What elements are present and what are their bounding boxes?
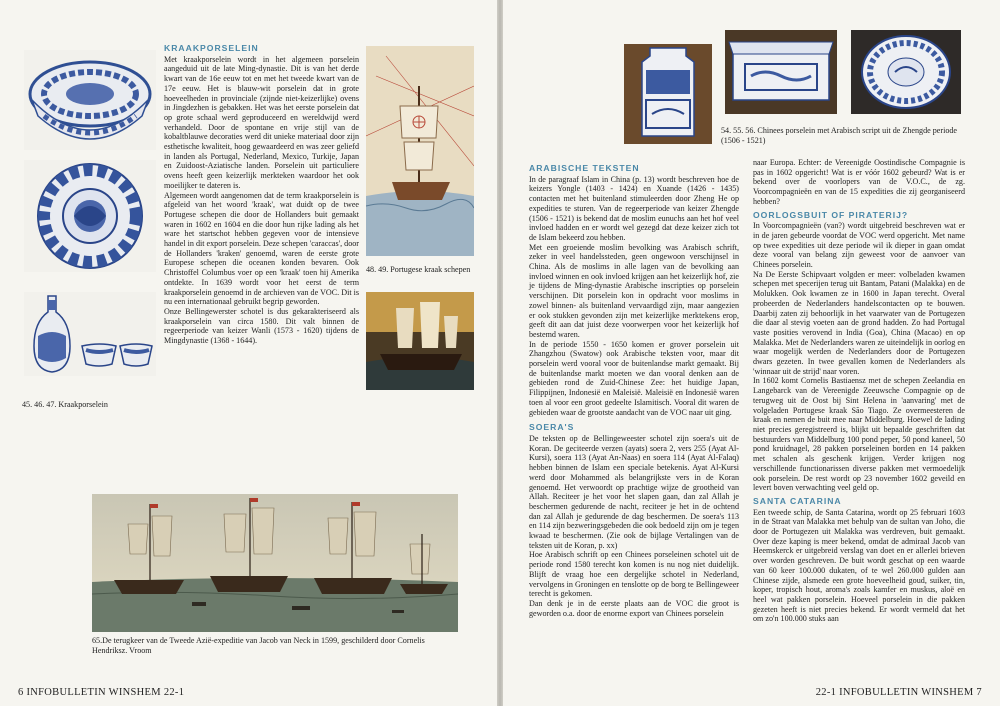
caption-porcelain: 45. 46. 47. Kraakporselein (22, 400, 108, 409)
kraak-bowl-image (24, 50, 156, 150)
right-column-1 (529, 164, 739, 618)
kraak-paragraph-3: Onze Bellingewerster schotel is dus gekarakteriseerd als kraakporselein van circa 1580. Dit valt binnen de regeerperiode van keizer Wanli (1573 - 1620) tijdens de Mingdynastie (1368 - 1644). (164, 306, 359, 346)
heading-kraakporselein: KRAAKPORSELEIN (164, 43, 259, 53)
heading-oorlogsbuit: OORLOGSBUIT OF PIRATERIJ? (753, 209, 909, 220)
arabic-script-box-image (725, 30, 837, 114)
oorlog-paragraph-2: Na De Eerste Schipvaart volgden er meer: volbeladen kwamen schepen met specerijen terug uit Bantam, Patani (Malakka) en de Molukken. Ook kwamen ze in 1600 in Japan terecht. Overal probeerden de Nederlanders handelscontacten op te bouwen. Daarbij zaten zij behoorlijk in het vaarwater van de Portugezen die daar al stevig voeten aan de grond hadden. Zo had Portugal vaste posities verovend in India (Goa), China (Macao) en op Malakka. Met de Nederlanders waren ze uiteindelijk in oorlog en waar mogelijk werden de Nederlanders door de Portugezen dwars gezeten. In twee gevallen komen de Nederlanders als 'winnaar uit de strijd' naar voren. (753, 269, 965, 376)
oorlog-paragraph-3: In 1602 komt Cornelis Bastiaensz met de schepen Zeelandia en Langebarck van de Vereenigde Zeeuwsche Compagnie op de terugweg uit de Oost bij Sint Helena in 'aanvaring' met de volgeladen Portugese kraak São Tiago. Ze overmeesteren de kraak en nemen de buit mee naar Middelburg. Hoewel de lading niet precies geregistreerd is, blijkt uit bepaalde geschriften dat bestuurders van Middelburg 100 pond peper, 50 pond kaneel, 50 pond kruidnagel, 28 pakken porseleinen borden en 14 pakken met schalen als geschenk krijgen. Verder krijgen nog verschillende functionarissen diverse pakken met vermoedelijk ook porselein. De rest wordt op 23 november 1602 geveild en levert boven verwachting veel geld op. (753, 376, 965, 493)
kraak-paragraph-1: Met kraakporselein wordt in het algemeen porselein aangeduid uit de late Ming-dynastie. Dit is van het derde kwart van de 16e eeuw tot en met het tweede kwart van de 17e eeuw. Het is blauw-wit porselein dat in grote hoeveelheden in provinciale (zijnde niet-keizerlijke) ovens in Jingdezhen is gebakken. Het was het eerste porselein dat op grote schaal werd geproduceerd en wereldwijd werd verhandeld. Door de spontane en vrije stijl van de kobaltblauwe decoraties werd dit unieke materiaal door zijn esthetische kwaliteit, hoog gewaardeerd en was zeer geliefd in landen als Portugal, Nederland, Mexico, Turkije, Japan en Zuidoost-Aziatische landen. Porselein uit particuliere ovens heeft geen keizerlijk merkteken waardoor het ook moeilijker te dateren is. (164, 54, 359, 190)
right-page-footer: 22-1 INFOBULLETIN WINSHEM 7 (815, 687, 982, 698)
van-neck-fleet-painting (92, 494, 458, 632)
soeras-paragraph-3: Dan denk je in de eerste plaats aan de VOC die groot is geworden o.a. door de enorme export van Chinees porselein (529, 598, 739, 618)
soeras-paragraph-1: De teksten op de Bellingeweester schotel zijn soera's uit de Koran. De geciteerde verzen (ayats) soera 2, vers 255 (Ayat Al-Kursi), soera 113 (Ayat An-Naas) en soera 114 (Ayat Al-Falaq) hebben binnen de Islam een speciale betekenis. Ayat Al-Kursi werd door Mohammed als belangrijkste vers in de Koran genoemd. Het verwoordt op prachtige wijze de grootheid van Allah. Reciteer je het voor het slapen gaan, dan zal Allah je beschermen gedurende de nacht, reciteer je het in de ochtend dan zal Allah je gedurende de dag beschermen. De soera's 113 en 114 zijn bezweringsgebeden die ook bedoeld zijn om je tegen kwaad te beschermen. (Zie ook de bijlage Vertalingen van de teksten uit de Koran, p. xx) (529, 433, 739, 550)
caption-painting: 65.De terugkeer van de Tweede Azië-expeditie van Jacob van Neck in 1599, geschilderd door Cornelis Hendriksz. Vroom (92, 636, 425, 655)
left-page-footer: 6 INFOBULLETIN WINSHEM 22-1 (18, 687, 185, 698)
heading-arabische-teksten: ARABISCHE TEKSTEN (529, 163, 640, 173)
arabic-script-dish-image (851, 30, 961, 114)
portuguese-ship-painting-image (366, 292, 474, 390)
oorlog-paragraph-1: In Voorcompagnieën (van?) wordt uitgebreid beschreven wat er in de jaren gebeurde voordat de VOC werd opgericht. Met name op twee expedities uit deze periode wil ik dieper in gaan omdat deze vooral van belang zijn geweest voor de aanvoer van Chinees porselein. (753, 221, 965, 270)
caption-ships: 48. 49. Portugese kraak schepen (366, 265, 471, 274)
right-column-2 (753, 158, 965, 624)
arabische-paragraph-2: Met een groeiende moslim bevolking was Arabisch schrift, zeker in veel handelssteden, geen ongewoon verschijnsel in China. Als de moslims in alle lagen van de bevolking aan invloed winnen en ook invloed krijgen aan het keizerlijk hof, zie je tijdens de Ming-dynastie Arabische inscripties op porselein verschijnen. Dit porselein kon in opdracht voor moslims in zowel binnen- als buitenland vervaardigd zijn, maar aangezien er ook stukken gevonden zijn met keizerlijke merktekens erop, geeft dit aan dat juist deze voorwerpen voor het keizerlijk hof bestemd waren. (529, 242, 739, 339)
left-page (0, 0, 497, 706)
soeras-paragraph-2: Hoe Arabisch schrift op een Chinees porseleinen schotel uit de periode rond 1580 terecht kon komen is nu nog niet duidelijk. Blijft de vraag hoe een dergelijke schotel in Nederland, vervolgens in Groningen en tenslotte op de borg te Bellingeweer terecht is gekomen. (529, 550, 739, 599)
kraak-plate-image (24, 160, 156, 272)
heading-santa-catarina: SANTA CATARINA (753, 495, 842, 506)
arabische-paragraph-3: In de periode 1550 - 1650 komen er grover porselein uit Zhangzhou (Swatow) ook Arabische teksten voor, maar dit porselein werd vooral voor de buitenlandse markt gemaakt. Bij de buitenlandse markt moeten we dan vooral denken aan de gebieden rond de Zuid-Chinese Zee: het huidige Japan, Filippijnen, Indonesië en Maleisië. Maleisië en Indonesië waren toen al voor een groot gedeelte Islamitisch. Vooral dit waren de gebieden waar de grootste aandacht van de VOC naar uit ging. (529, 339, 739, 417)
santa-paragraph-1: Een tweede schip, de Santa Catarina, wordt op 25 februari 1603 in de Straat van Malakka met behulp van de sultan van Joho, die door de Portugezen uit Malakka was verdreven, buit gemaakt. Over deze kaping is meer bekend, omdat de admiraal Jacob van Heemskerck er uitgebreid verslag van doet en er allerlei brieven over worden geschreven. De buit wordt geschat op een waarde van 60 keer 100.000 dukaten, of te wel 260.000 gulden aan Chinese zijde, alsmede een grote hoeveelheid goud, suiker, tin, koper, tropisch hout, aroma's zoals kamfer en muskus, aloë en heel wat pakken porselein. Hoeveel porselein in die pakken gezeten heeft is niet precies bekend. Er wordt vermeld dat het om zo'n 100.000 stuks aan (753, 507, 965, 624)
arabic-script-jar-image (624, 44, 712, 144)
kraak-vase-cups-image (24, 292, 156, 376)
caption-arabic-porcelain: 54. 55. 56. Chinees porselein met Arabisch script uit de Zhengde periode (1506 - 1521) (721, 126, 958, 145)
portuguese-ship-chart-image (366, 46, 474, 256)
column-2-intro: naar Europa. Echter: de Vereenigde Oostindische Compagnie is pas in 1602 opgericht! Wat is er vóór 1602 gebeurd? Wat is er bekend over de voorlopers van de V.O.C., de zg. Voorcompagnieën en van de 15 expedities die zij georganiseerd hebben? (753, 158, 965, 206)
kraak-article (164, 44, 359, 346)
right-page (503, 0, 1000, 706)
arabische-paragraph-1: In de paragraaf Islam in China (p. 13) wordt beschreven hoe de keizers Yongle (1403 - 1424) en Xuande (1426 - 1435) contacten met het buitenland stimuleerden door Zheng He op expedities te sturen. Van de regeerperiode van keizer Zhengde (1506 - 1521) is bekend dat de moslim eunuchs aan het hof veel invloed hadden en er wordt wel gezegd dat deze keizer zich tot de Islam bekeerd zou hebben. (529, 174, 739, 242)
kraak-paragraph-2: Algemeen wordt aangenomen dat de term kraakporselein is afgeleid van het woord 'kraak', wat duidt op de twee Portugese schepen die door de Hollanders buit gemaakt waren in 1602 en 1604 en die door hun rijke lading als het ware het startschot hebben gegeven voor de intensieve handel in dit export porselein. Deze schepen 'caraccas', door de Hollanders 'kraken' genoemd, waren de eerste grote Europese schepen die oceanen konden bevaren. Ook Christoffel Columbus voer op een 'kraak' toen hij Amerika ontdekte. In 1639 wordt voor het eerst de term kraakporselein genoemd in de archieven van de VOC. Dit is nu een internationaal gebruikt begrip geworden. (164, 190, 359, 307)
heading-soeras: SOERA'S (529, 422, 575, 433)
